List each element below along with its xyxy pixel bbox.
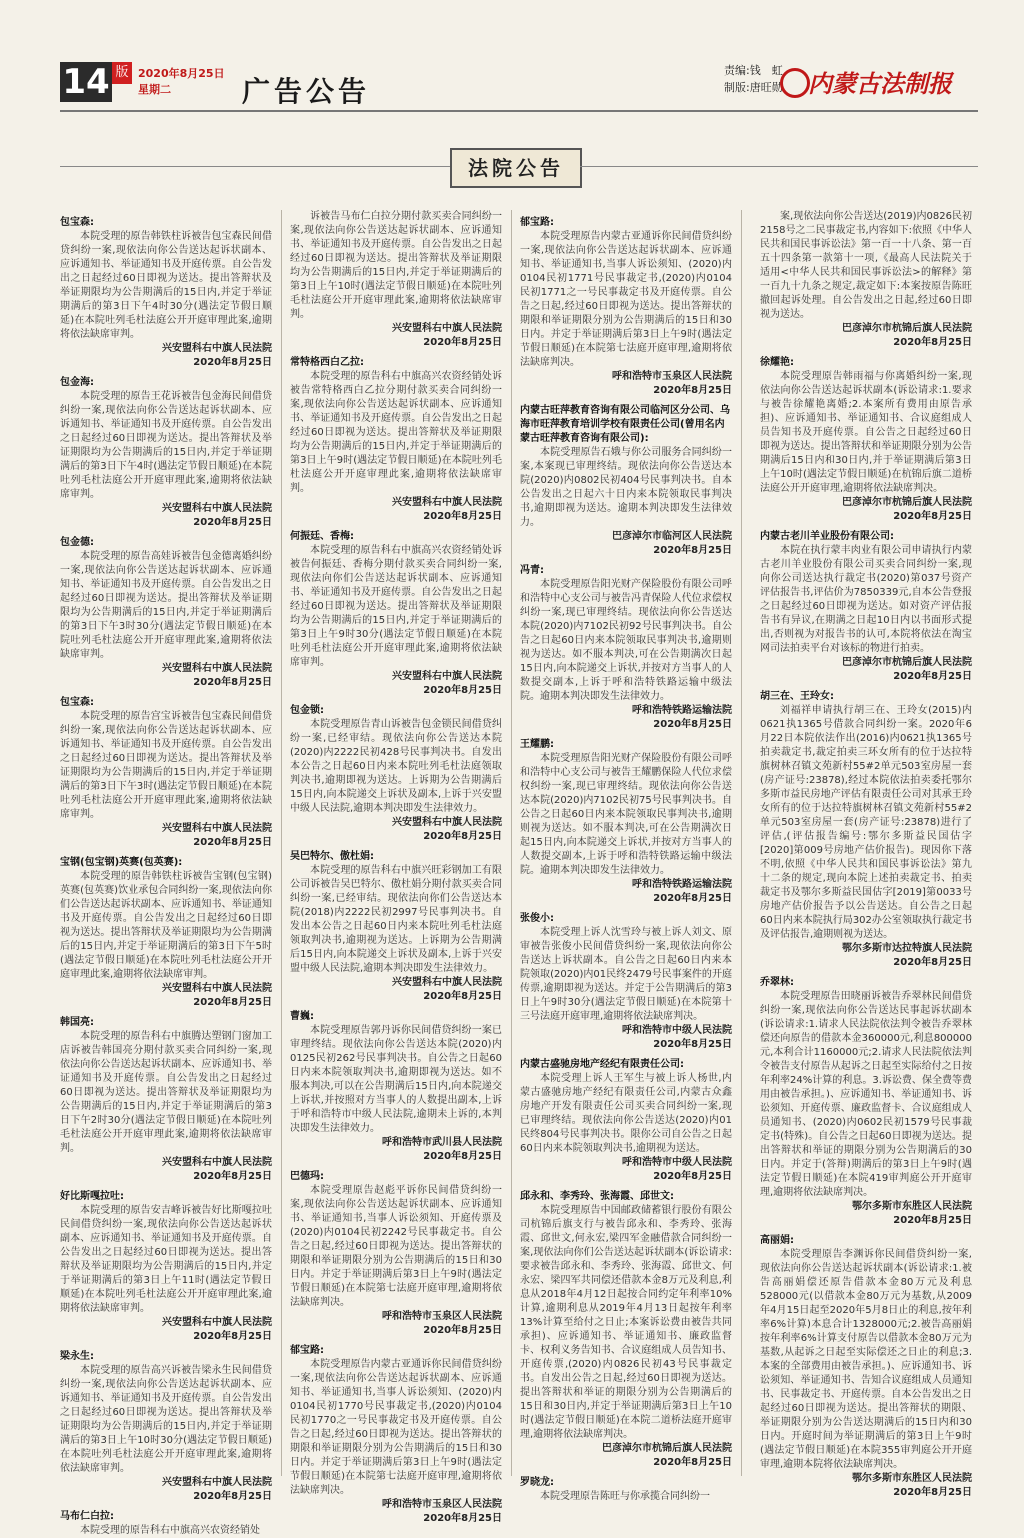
notice-date: 2020年8月25日 bbox=[893, 337, 972, 348]
notice-body: 本院受理原告石娥与你公司服务合同纠纷一案,本案现已审理终结。现依法向你公告送达本院(2020)内0802民初404号民事判决书。自本公告发出之日起六十日内来本院领取民事判决书,逾期即视为送达。逾期本判决即发生法律效力。 bbox=[520, 447, 732, 528]
court-notice bbox=[760, 210, 972, 350]
notice-addressee: 包宝森: bbox=[60, 697, 94, 708]
issue-date: 2020年8月25日 bbox=[138, 67, 225, 80]
page-header bbox=[60, 58, 980, 108]
court-notice bbox=[760, 976, 972, 1228]
notice-date: 2020年8月25日 bbox=[893, 957, 972, 968]
notice-court-name: 巴彦淖尔市杭锦后旗人民法院 bbox=[842, 497, 972, 508]
notice-court-name: 兴安盟科右中旗人民法院 bbox=[162, 983, 272, 994]
notice-body: 案,现依法向你公告送达(2019)内0826民初2158号之二民事裁定书,内容如下:依照《中华人民共和国民事诉讼法》第一百一十八条、第一百五十四条第一款第十一项,《最高人民法院关于适用<中华人民共和国民事诉讼法>的解释》第一百九十九条之规定,裁定如下:本案按原告陈旺撤回起诉处理。自公告发出之日起,经过60日即视为送达。 bbox=[760, 211, 972, 320]
notice-body: 本院受理的原告科右中旗高兴农资经销处诉被告常特格西白乙拉分期付款买卖合同纠纷一案,现依法向你公告送达起诉状副本、应诉通知书、举证通知书及开庭传票。自公告发出之日起经过60日即视为送达。提出答辩状及举证期限均为公告期满后的15日内,并定于举证期满后的第3日上午9时(遇法定节假日顺延)在本院吐列毛杜法庭公开开庭审理此案,逾期将依法缺席审判。 bbox=[290, 371, 502, 494]
notice-date: 2020年8月25日 bbox=[193, 1171, 272, 1182]
notice-date: 2020年8月25日 bbox=[653, 1457, 732, 1468]
layout-editor-line: 制版:唐旺勋 bbox=[724, 81, 783, 94]
notice-columns bbox=[60, 210, 978, 1536]
notice-date: 2020年8月25日 bbox=[893, 1215, 972, 1226]
notice-body: 本院受理的原告宫宝诉被告包宝森民间借贷纠纷一案,现依法向你公告送达起诉状副本、应诉通知书、举证通知书及开庭传票。自公告发出之日起经过60日即视为送达。提出答辩状及举证期限均为公告期满后的15日内,并定于举证期满后的第3日下午3时(遇法定节假日顺延)在本院吐列毛杜法庭公开开庭审理此案,逾期将依法缺席审判。 bbox=[60, 711, 272, 820]
notice-body: 本院受理原告阳光财产保险股份有限公司呼和浩特中心支公司与被告冯青保险人代位求偿权纠纷一案,现已审理终结。现依法向你公告送达本院(2020)内7102民初92号民事判决书。自公告之日起60日内来本院领取民事判决书,逾期则视为送达。如不服本判决,可在公告期满次日起15日内,向本院递交上诉状,并按对方当事人的人数提交副本,上诉于呼和浩特铁路运输中级法院。逾期本判决即发生法律效力。 bbox=[520, 579, 732, 702]
notice-addressee: 张俊小: bbox=[520, 913, 554, 924]
notice-court-name: 兴安盟科右中旗人民法院 bbox=[162, 823, 272, 834]
court-notice bbox=[290, 356, 502, 524]
notice-column-2 bbox=[290, 210, 502, 1524]
notice-court-name: 兴安盟科右中旗人民法院 bbox=[392, 977, 502, 988]
notice-addressee: 何振廷、香梅: bbox=[290, 531, 354, 542]
notice-body: 本院受理的原告王花诉被告包金海民间借贷纠纷一案,现依法向你公告送达起诉状副本、应诉通知书、举证通知书及开庭传票。自公告发出之日起经过60日即视为送达。提出答辩状及举证期限均为公告期满后的15日内,并定于举证期满后的第3日下午4时(遇法定节假日顺延)在本院吐列毛杜法庭公开开庭审理此案,逾期将依法缺席审判。 bbox=[60, 391, 272, 500]
notice-body: 本院受理原告阳光财产保险股份有限公司呼和浩特中心支公司与被告王耀鹏保险人代位求偿权纠纷一案,现已审理终结。现依法向你公告送达本院(2020)内7102民初75号民事判决书。自公告之日起60日内来本院领取民事判决书,逾期则视为送达。如不服本判决,可在公告期满次日起15日内,向本院递交上诉状,并按对方当事人的人数提交副本,上诉于呼和浩特铁路运输中级法院。逾期本判决即发生法律效力。 bbox=[520, 753, 732, 876]
column-divider bbox=[511, 210, 512, 1476]
notice-addressee: 吴巴特尔、傲杜娟: bbox=[290, 851, 374, 862]
notice-court-name: 呼和浩特市玉泉区人民法院 bbox=[612, 371, 732, 382]
notice-addressee: 常特格西白乙拉: bbox=[290, 357, 364, 368]
court-notice bbox=[60, 1510, 272, 1538]
notice-court-name: 兴安盟科右中旗人民法院 bbox=[162, 503, 272, 514]
notice-addressee: 马布仁白拉: bbox=[60, 1511, 114, 1522]
notice-court-name: 兴安盟科右中旗人民法院 bbox=[392, 817, 502, 828]
court-notice bbox=[60, 536, 272, 690]
notice-addressee: 包金锁: bbox=[290, 705, 324, 716]
notice-body: 本院受理上诉人王军生与被上诉人杨世,内蒙古盛驰房地产经纪有限责任公司,内蒙古众鑫房地产开发有限责任公司买卖合同纠纷一案,现已审理终结。现依法向你公告送达(2020)内01民终804号民事判决书。限你公司自公告之日起60日内来本院领取判决书,逾期视为送达。 bbox=[520, 1073, 732, 1154]
notice-addressee: 曹巍: bbox=[290, 1011, 314, 1022]
court-notice bbox=[290, 530, 502, 698]
notice-addressee: 冯青: bbox=[520, 565, 544, 576]
notice-addressee: 罗晓龙: bbox=[520, 1477, 554, 1488]
notice-addressee: 高丽娟: bbox=[760, 1235, 794, 1246]
notice-date: 2020年8月25日 bbox=[423, 991, 502, 1002]
column-divider bbox=[281, 210, 282, 1476]
notice-body: 本院受理原告中国邮政储蓄银行股份有限公司杭锦后旗支行与被告邱永和、李秀玲、张海霞、邱世文,何永宏,梁四军金融借款合同纠纷一案,现依法向你们公告送达起诉状副本(诉讼请求:要求被告邱永和、李秀玲、张海霞、邱世文、何永宏、梁四军共同偿还借款本金8万元及利息,利息从2018年4月12日起按合同约定年利率10%计算,逾期利息从2019年4月13日起按年利率13%计算至给付之日止;本案诉讼费由被告共同承担)、应诉通知书、举证通知书、廉政监督卡、权利义务告知书、合议庭组成人员告知书、开庭传票,(2020)内0826民初43号民事裁定书。自发出公告之日起,经过60日即视为送达。提出答辩状和举证的期限分别为公告期满后的15日和30日内,并定于举证期满后第3日上午10时(遇法定节假日顺延)在本院二道桥法庭开庭审理,逾期将依法缺席判决。 bbox=[520, 1205, 732, 1440]
court-notice bbox=[760, 690, 972, 970]
notice-court-name: 呼和浩特铁路运输法院 bbox=[632, 705, 732, 716]
notice-body: 本院受理上诉人沈雪玲与被上诉人刘文、原审被告张俊小民间借贷纠纷一案,现依法向你公告送达上诉状副本。自公告之日起60日内来本院领取(2020)内01民终2479号民事案件的开庭传票,逾期即视为送达。并定于公告期满后的第3日上午9时30分(遇法定节假日顺延)在本院第十三号法庭开庭审理,逾期将依法缺席判决。 bbox=[520, 927, 732, 1022]
court-notice bbox=[290, 850, 502, 1004]
notice-court-name: 巴彦淖尔市杭锦后旗人民法院 bbox=[842, 657, 972, 668]
notice-body: 本院受理原告韩雨福与你离婚纠纷一案,现依法向你公告送达起诉状副本(诉讼请求:1.要求与被告徐耀艳离婚;2.本案所有费用由原告承担)、应诉通知书、举证通知书、合议庭组成人员告知书及开庭传票。自公告之日起经过60日即视为送达。提出答辩状和举证期限分别为公告期满后15日内和30日内,并于举证期满后第3日上午10时(遇法定节假日顺延)在杭锦后旗二道桥法庭公开开庭审理,逾期将依法缺席判决。 bbox=[760, 371, 972, 494]
notice-court-name: 鄂尔多斯市东胜区人民法院 bbox=[852, 1201, 972, 1212]
court-notice bbox=[520, 216, 732, 398]
notice-date: 2020年8月25日 bbox=[893, 671, 972, 682]
notice-body: 本院受理原告陈旺与你承揽合同纠纷一 bbox=[540, 1491, 710, 1502]
notice-court-name: 鄂尔多斯市东胜区人民法院 bbox=[852, 1473, 972, 1484]
notice-date: 2020年8月25日 bbox=[423, 511, 502, 522]
notice-court-name: 巴彦淖尔市杭锦后旗人民法院 bbox=[602, 1443, 732, 1454]
notice-court-name: 巴彦淖尔市临河区人民法院 bbox=[612, 531, 732, 542]
court-notice bbox=[760, 1234, 972, 1500]
notice-date: 2020年8月25日 bbox=[193, 357, 272, 368]
court-notice bbox=[60, 856, 272, 1010]
notice-court-name: 呼和浩特市中级人民法院 bbox=[622, 1025, 732, 1036]
court-notice bbox=[60, 216, 272, 370]
court-notice bbox=[290, 1170, 502, 1338]
court-notice bbox=[290, 1010, 502, 1164]
notice-addressee: 梁永生: bbox=[60, 1351, 94, 1362]
notice-date: 2020年8月25日 bbox=[193, 677, 272, 688]
notice-court-name: 巴彦淖尔市杭锦后旗人民法院 bbox=[842, 323, 972, 334]
notice-body: 本院受理的原告科右中旗腾达塑钢门窗加工店诉被告韩国亮分期付款买卖合同纠纷一案,现依法向你公告送达起诉状副本、应诉通知书、举证通知书及开庭传票。自公告发出之日起经过60日即视为送达。提出答辩状及举证期限均为公告期满后的15日内,并定于举证期满后的第3日下午2时30分(遇法定节假日顺延)在本院吐列毛杜法庭公开开庭审理此案,逾期将依法缺席审判。 bbox=[60, 1031, 272, 1154]
notice-date: 2020年8月25日 bbox=[893, 1487, 972, 1498]
court-notice bbox=[60, 1190, 272, 1344]
column-divider bbox=[741, 210, 742, 1476]
notice-date: 2020年8月25日 bbox=[193, 517, 272, 528]
court-notice bbox=[760, 356, 972, 524]
notice-body: 本院受理的原告韩铁柱诉被告宝钢(包宝钢)英赛(包英赛)饮业承包合同纠纷一案,现依法向你们公告送达起诉状副本、应诉通知书、举证通知书及开庭传票。自公告发出之日起经过60日即视为送达。提出答辩状及举证期限均为公告期满后的15日内,并定于举证期满后的第3日下午5时(遇法定节假日顺延)在本院吐列毛杜法庭公开开庭审理此案,逾期将依法缺席审判。 bbox=[60, 871, 272, 980]
notice-addressee: 胡三在、王玲女: bbox=[760, 691, 834, 702]
notice-addressee: 王耀鹏: bbox=[520, 739, 554, 750]
notice-column-1 bbox=[60, 210, 272, 1536]
notice-body: 诉被告马布仁白拉分期付款买卖合同纠纷一案,现依法向你公告送达起诉状副本、应诉通知书、举证通知书及开庭传票。自公告发出之日起经过60日即视为送达。提出答辩状及举证期限均为公告期满后的15日内,并定于举证期满后的第3日上午10时(遇法定节假日顺延)在本院吐列毛杜法庭公开开庭审理此案,逾期将依法缺席审判。 bbox=[290, 211, 502, 320]
notice-addressee: 好比斯嘎拉吐: bbox=[60, 1191, 124, 1202]
newspaper-name: 内蒙古法制报 bbox=[808, 69, 952, 98]
newspaper-logo-icon bbox=[780, 68, 810, 98]
notice-court-name: 呼和浩特铁路运输法院 bbox=[632, 879, 732, 890]
notice-body: 本院受理的原告科右中旗高兴农资经销处 bbox=[80, 1525, 260, 1536]
notice-date: 2020年8月25日 bbox=[423, 831, 502, 842]
notice-court-name: 兴安盟科右中旗人民法院 bbox=[162, 663, 272, 674]
notice-court-name: 呼和浩特市玉泉区人民法院 bbox=[382, 1499, 502, 1510]
notice-date: 2020年8月25日 bbox=[193, 837, 272, 848]
notice-court-name: 兴安盟科右中旗人民法院 bbox=[162, 343, 272, 354]
notice-court-name: 兴安盟科右中旗人民法院 bbox=[392, 323, 502, 334]
notice-date: 2020年8月25日 bbox=[893, 511, 972, 522]
notice-court-name: 兴安盟科右中旗人民法院 bbox=[162, 1157, 272, 1168]
notice-date: 2020年8月25日 bbox=[653, 1039, 732, 1050]
notice-body: 本院受理原告青山诉被告包金锁民间借贷纠纷一案,已经审结。现依法向你公告送达本院(2020)内2222民初428号民事判决书。自发出本公告之日起60日内来本院吐列毛杜法庭领取判决书,逾期即视为送达。上诉期为公告期满后15日内,向本院递交上诉状及副本,上诉于兴安盟中级人民法院,逾期本判决即发生法律效力。 bbox=[290, 719, 502, 814]
notice-date: 2020年8月25日 bbox=[653, 1171, 732, 1182]
notice-court-name: 鄂尔多斯市达拉特旗人民法院 bbox=[842, 943, 972, 954]
notice-date: 2020年8月25日 bbox=[423, 1513, 502, 1524]
notice-addressee: 包金德: bbox=[60, 537, 94, 548]
notice-body: 本院受理的原告高兴诉被告梁永生民间借贷纠纷一案,现依法向你公告送达起诉状副本、应诉通知书、举证通知书及开庭传票。自公告发出之日起经过60日即视为送达。提出答辩状及举证期限均为公告期满后的15日内,并定于举证期满后的第3日上午10时30分(遇法定节假日顺延)在本院吐列毛杜法庭公开开庭审理此案,逾期将依法缺席审判。 bbox=[60, 1365, 272, 1474]
notice-court-name: 兴安盟科右中旗人民法院 bbox=[392, 497, 502, 508]
court-notice bbox=[520, 1058, 732, 1184]
notice-date: 2020年8月25日 bbox=[423, 1151, 502, 1162]
notice-date: 2020年8月25日 bbox=[653, 893, 732, 904]
banner-left-line bbox=[60, 166, 450, 167]
court-notice bbox=[760, 530, 972, 684]
issue-weekday: 星期二 bbox=[138, 83, 171, 96]
notice-addressee: 郁宝路: bbox=[290, 1345, 324, 1356]
page-number: 14 bbox=[60, 62, 112, 102]
notice-date: 2020年8月25日 bbox=[423, 1325, 502, 1336]
court-notice bbox=[290, 704, 502, 844]
notice-addressee: 徐耀艳: bbox=[760, 357, 794, 368]
notice-date: 2020年8月25日 bbox=[423, 337, 502, 348]
notice-column-3 bbox=[520, 210, 732, 1502]
court-notice bbox=[520, 1476, 732, 1504]
court-notice bbox=[520, 738, 732, 906]
notice-body: 本院在执行蒙丰肉业有限公司申请执行内蒙古老川羊业股份有限公司买卖合同纠纷一案,现向你公司送达执行裁定书(2020)第037号资产评估报告书,评估价为7850339元,自本公告登报之日起经过60日即视为送达。如对资产评估报告书有异议,在期满之日起10日内以书面形式提出,否则视为对报告书的认可,本院将依法在淘宝网司法拍卖平台对该标的物进行拍卖。 bbox=[760, 545, 972, 654]
notice-court-name: 兴安盟科右中旗人民法院 bbox=[392, 671, 502, 682]
editor-line: 责编:钱 虹 bbox=[724, 64, 783, 77]
notice-addressee: 宝钢(包宝钢)英赛(包英赛): bbox=[60, 857, 183, 868]
notice-column-4 bbox=[760, 210, 972, 1498]
court-notice bbox=[520, 404, 732, 558]
notice-addressee: 巴德玛: bbox=[290, 1171, 324, 1182]
notice-body: 本院受理原告李渊诉你民间借贷纠纷一案,现依法向你公告送达起诉状副本(诉讼请求:1.被告高丽娟偿还原告借款本金80万元及利息528000元(以借款本金80万元为基数,从2009年4月15日起至2020年5月8日止的利息,按年利率6%计算)本息合计1328000元;2.被告高丽娟按年利率6%计算支付原告以借款本金80万元为基数,从起诉之日起至实际偿还之日止的利息;3.本案的全部费用由被告承担。)、应诉通知书、诉讼须知、举证通知书、告知合议庭组成人员通知书、民事裁定书、开庭传票。自本公告发出之日起经过60日即视为送达。提出答辩状的期限、举证期限分别为公告送达期满后的15日内和30日内。开庭时间为举证期满后的第3日上午9时(遇法定节假日顺延)在本院355审判庭公开开庭审理,逾期本院将依法缺席判决。 bbox=[760, 1249, 972, 1470]
notice-body: 本院受理原告赵彪平诉你民间借贷纠纷一案,现依法向你公告送达起诉状副本、应诉通知书、举证通知书,当事人诉讼须知、开庭传票及(2020)内0104民初2242号民事裁定书。自公告之日起,经过60日即视为送达。提出答辩状的期限和举证期限分别为公告期满后的15日和30日内。并定于举证期满后第3日上午9时(遇法定节假日顺延)在本院第七法庭开庭审理,逾期将依法缺席判决。 bbox=[290, 1185, 502, 1308]
notice-date: 2020年8月25日 bbox=[193, 1331, 272, 1342]
notice-body: 本院受理原告郭丹诉你民间借贷纠纷一案已审理终结。现依法向你公告送达本院(2020)内0125民初262号民事判决书。自公告之日起60日内来本院领取判决书,逾期即视为送达。如不服本判决,可以在公告期满后15日内,向本院递交上诉状,并按照对方当事人的人数提出副本,上诉于呼和浩特市中级人民法院,逾期未上诉的,本判决即发生法律效力。 bbox=[290, 1025, 502, 1134]
notice-body: 刘福祥申请执行胡三在、王玲女(2015)内0621执1365号借款合同纠纷一案。2020年6月22日本院依法作出(2016)内0621执1365号拍卖裁定书,裁定拍卖三环女所有的位于达拉特旗树林召镇文苑新村55#2单元503室房屋一套(房产证号:23878),经过本院依法拍卖委托鄂尔多斯市益民房地产评估有限责任公司对其承王玲女所有的位于达拉特旗树林召镇文苑新村55#2单元503室房屋一套(房产证号:23878)进行了评估,(评估报告编号:鄂尔多斯益民国估字[2020]第009号房地产估价报告)。现因你下落不明,依照《中华人民共和国民事诉讼法》第九十二条的规定,现向本院上述拍卖裁定书、拍卖裁定书及鄂尔多斯益民国估字[2019]第0033号房地产估价报告予以公告送达。自公告之日起60日内来本院执行局302办公室领取执行裁定书及评估报告,逾期则视为送达。 bbox=[760, 705, 972, 940]
notice-date: 2020年8月25日 bbox=[653, 385, 732, 396]
editor-credits bbox=[724, 62, 783, 96]
notice-date: 2020年8月25日 bbox=[653, 545, 732, 556]
court-notice bbox=[290, 210, 502, 350]
notice-body: 本院受理原告内蒙古亚通诉你民间借贷纠纷一案,现依法向你公告送达起诉状副本、应诉通知书、举证通知书,当事人诉讼须知、(2020)内0104民初1771号民事裁定书,(2020)内0104民初1771之一号民事裁定书及开庭传票。自公告之日起,经过60日即视为送达。提出答辩状的期限和举证期限分别为公告期满后的15日和30日内。并定于举证期满后第3日上午9时(遇法定节假日顺延)在本院第七法庭开庭审理,逾期将依法缺席判决。 bbox=[520, 231, 732, 368]
court-notice bbox=[520, 564, 732, 732]
notice-body: 本院受理的原告高娃诉被告包金德离婚纠纷一案,现依法向你公告送达起诉状副本、应诉通知书、举证通知书及开庭传票。自公告发出之日起经过60日即视为送达。提出答辩状及举证期限均为公告期满后的15日内,并定于举证期满后的第3日下午3时30分(遇法定节假日顺延)在本院吐列毛杜法庭公开开庭审理此案,逾期将依法缺席审判。 bbox=[60, 551, 272, 660]
notice-body: 本院受理原告田晓丽诉被告乔翠林民间借贷纠纷一案,现依法向你公告送达民事起诉状副本(诉讼请求:1.请求人民法院依法判令被告乔翠林偿还向原告的借款本金360000元,利息800000元,本利合计1160000元;2.请求人民法院依法判令被告支付原告从起诉之日起至实际给付之日按年利率24%计算的利息。3.诉讼费、保全费等费用由被告承担。)、应诉通知书、举证通知书、诉讼须知、开庭传票、廉政监督卡、合议庭组成人员通知书、(2020)内0602民初1579号民事裁定书(特殊)。自公告之日起60日即视为送达。提出答辩状和举证的期限分别为公告期满后的30日内。并定于(答辩)期满后的第3日上午9时(遇法定节假日顺延)在本院419审判庭公开开庭审理,逾期将依法缺席判决。 bbox=[760, 991, 972, 1198]
court-notice bbox=[60, 376, 272, 530]
banner-right-line bbox=[580, 166, 978, 167]
notice-addressee: 韩国亮: bbox=[60, 1017, 94, 1028]
notice-addressee: 内蒙古盛驰房地产经纪有限责任公司: bbox=[520, 1059, 684, 1070]
notice-court-name: 呼和浩特市玉泉区人民法院 bbox=[382, 1311, 502, 1322]
section-title: 广告公告 bbox=[242, 75, 371, 108]
header-rule bbox=[60, 110, 978, 112]
court-notice bbox=[60, 1350, 272, 1504]
notice-addressee: 乔翠林: bbox=[760, 977, 794, 988]
issue-date-block bbox=[138, 66, 225, 98]
court-notice bbox=[290, 1344, 502, 1526]
notice-court-name: 兴安盟科右中旗人民法院 bbox=[162, 1317, 272, 1328]
notice-court-name: 呼和浩特市武川县人民法院 bbox=[382, 1137, 502, 1148]
court-notice bbox=[60, 696, 272, 850]
notice-body: 本院受理原告内蒙古亚通诉你民间借贷纠纷一案,现依法向你公告送达起诉状副本、应诉通知书、举证通知书,当事人诉讼须知、(2020)内0104民初1770号民事裁定书,(2020)内0104民初1770之一号民事裁定书及开庭传票。自公告之日起,经过60日即视为送达。提出答辩状的期限和举证期限分别为公告期满后的15日和30日内。并定于举证期满后第3日上午9时(遇法定节假日顺延)在本院第七法庭开庭审理,逾期将依法缺席判决。 bbox=[290, 1359, 502, 1496]
notice-addressee: 邱永和、李秀玲、张海霞、邱世文: bbox=[520, 1191, 674, 1202]
notice-court-name: 呼和浩特市中级人民法院 bbox=[622, 1157, 732, 1168]
notice-body: 本院受理的原告科右中旗高兴农资经销处诉被告何振廷、香梅分期付款买卖合同纠纷一案,现依法向你们公告送达起诉状副本、应诉通知书、举证通知书及开庭传票。自公告发出之日起经过60日即视为送达。提出答辩状及举证期限均为公告期满后的15日内,并定于举证期满后的第3日上午9时30分(遇法定节假日顺延)在本院吐列毛杜法庭公开开庭审理此案,逾期将依法缺席审判。 bbox=[290, 545, 502, 668]
notice-body: 本院受理的原告科右中旗兴旺彩钢加工有限公司诉被告吴巴特尔、傲杜娟分期付款买卖合同纠纷一案,已经审结。现依法向你们公告送达本院(2018)内2222民初2997号民事判决书。自发出本公告之日起60日内来本院吐列毛杜法庭领取判决书,逾期视为送达。上诉期为公告期满后15日内,向本院递交上诉状及副本,上诉于兴安盟中级人民法院,逾期本判决即发生法律效力。 bbox=[290, 865, 502, 974]
court-notice bbox=[60, 1016, 272, 1184]
notice-date: 2020年8月25日 bbox=[653, 719, 732, 730]
court-notice bbox=[520, 1190, 732, 1470]
notice-date: 2020年8月25日 bbox=[193, 997, 272, 1008]
notice-addressee: 包宝森: bbox=[60, 217, 94, 228]
notice-body: 本院受理的原告安吉峰诉被告好比斯嘎拉吐民间借贷纠纷一案,现依法向你公告送达起诉状副本、应诉通知书、举证通知书及开庭传票。自公告发出之日起经过60日即视为送达。提出答辩状及举证期限均为公告期满后的15日内,并定于举证期满后的第3日上午11时(遇法定节假日顺延)在本院吐列毛杜法庭公开开庭审理此案,逾期将依法缺席审判。 bbox=[60, 1205, 272, 1314]
notice-date: 2020年8月25日 bbox=[193, 1491, 272, 1502]
notice-body: 本院受理的原告韩铁柱诉被告包宝森民间借贷纠纷一案,现依法向你公告送达起诉状副本、应诉通知书、举证通知书及开庭传票。自公告发出之日起经过60日即视为送达。提出答辩状及举证期限均为公告期满后的15日内,并定于举证期满后的第3日下午4时30分(遇法定节假日顺延)在本院吐列毛杜法庭公开开庭审理此案,逾期将依法缺席审判。 bbox=[60, 231, 272, 340]
notice-court-name: 兴安盟科右中旗人民法院 bbox=[162, 1477, 272, 1488]
notice-addressee: 内蒙古旺萍教育咨询有限公司临河区分公司、乌海市旺萍教育培训学校有限责任公司(曾用名内蒙古旺萍教育咨询有限公司): bbox=[520, 405, 730, 444]
notice-addressee: 内蒙古老川羊业股份有限公司: bbox=[760, 531, 894, 542]
notice-addressee: 包金海: bbox=[60, 377, 94, 388]
notice-addressee: 郁宝路: bbox=[520, 217, 554, 228]
notice-banner: 法院公告 bbox=[450, 148, 582, 188]
court-notice bbox=[520, 912, 732, 1052]
notice-date: 2020年8月25日 bbox=[423, 685, 502, 696]
page-suffix: 版 bbox=[112, 62, 132, 84]
